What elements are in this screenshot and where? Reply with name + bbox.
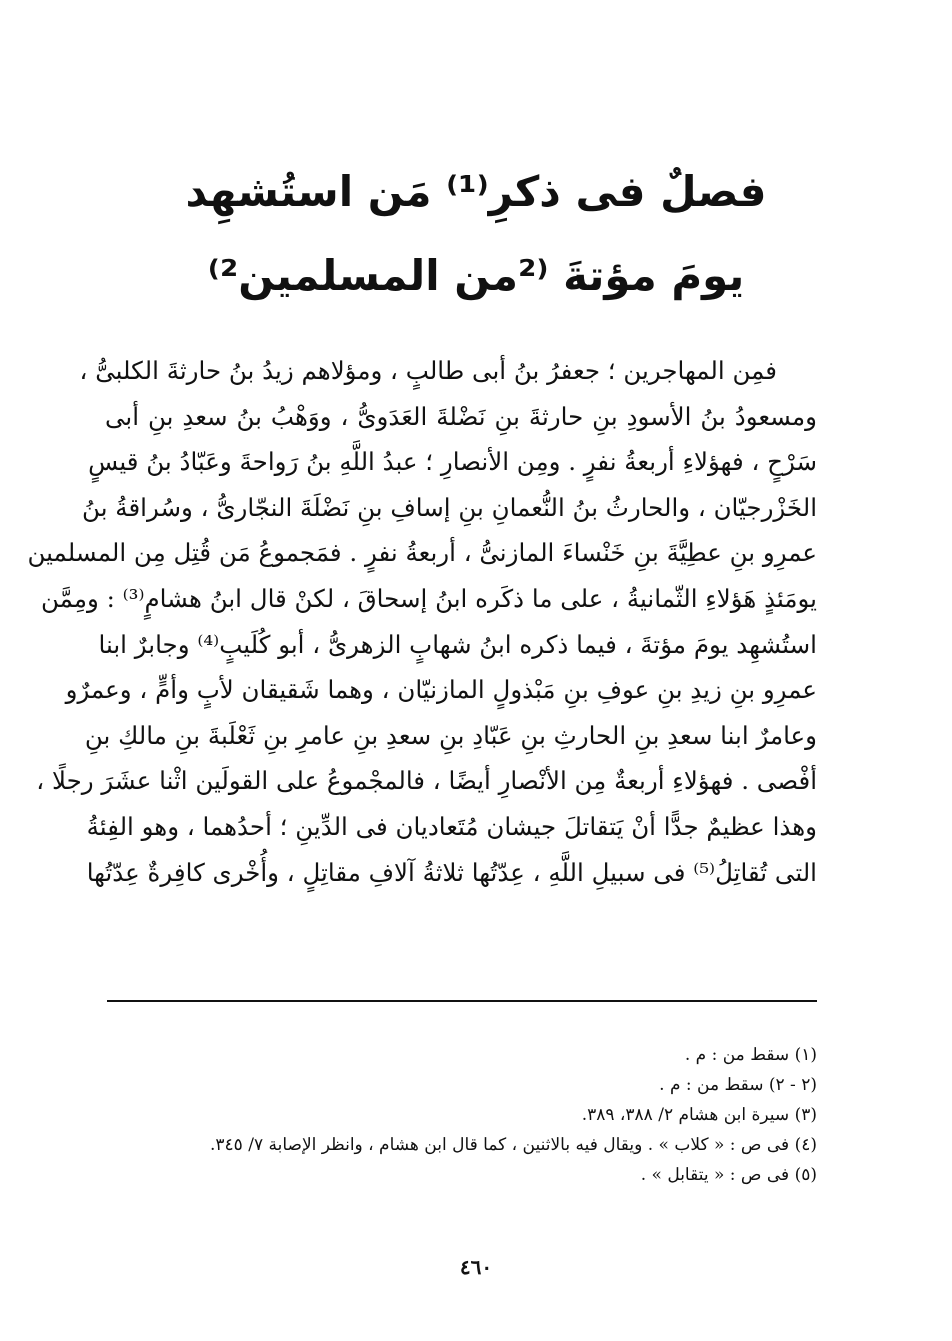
body-line: استُشهِد يومَ مؤتةَ ، فيما ذكره ابنُ شهابٍ الزهرىُّ ، أبو كُلَيبٍ⁽⁴⁾ وجابرٌ ابنا [98, 629, 817, 659]
body-line: فمِن المهاجرين ؛ جعفرُ بنُ أبى طالبٍ ، ومؤلاهم زيدُ بنُ حارثةَ الكلبىُّ ، [79, 356, 777, 385]
body-line: وهذا عظيمٌ جدًّا أنْ يَتقاتلَ جيشان مُتَعاديان فى الدِّينِ ؛ أحدُهما ، وهو الفِئةُ [86, 811, 817, 841]
footnote: (٥) فى ص : « يتقابل » . [640, 1165, 817, 1185]
body-line: الخَزْرجيّان ، والحارثُ بنُ النُّعمانِ بنِ إسافِ بنِ نَضْلَةَ النجّارىُّ ، وسُراقةُ بنُ [82, 492, 817, 522]
page-number: ٤٦٠ [459, 1255, 493, 1279]
body-line: ومسعودُ بنُ الأسودِ بنِ حارثةَ بنِ نَضْلةَ العَدَوىُّ ، ووَهْبُ بنُ سعدِ بنِ أبى [105, 401, 817, 431]
heading-line-1: فصلٌ فى ذكرِ⁽¹⁾ مَن استُشهِد [185, 167, 767, 216]
body-line: أفْصى . فهؤلاءِ أربعةٌ مِن الأنْصارِ أيضًا ، فالمجْموعُ على القولَين اثْنا عشَرَ رجلًا ، [36, 766, 817, 796]
footnotes [105, 1040, 817, 1190]
chapter-heading [0, 150, 952, 318]
footnote: (٤) فى ص : « كلاب » . ويقال فيه بالاثنين ، كما قال ابن هشام ، وانظر الإصابة ٧/ ٣٤٥. [209, 1135, 817, 1155]
body-line: يومَئذٍ هَؤلاءِ الثّمانيةُ ، على ما ذكَره ابنُ إسحاقَ ، لكنْ قال ابنُ هشامٍ⁽³⁾ : ومِمَّن [41, 583, 817, 613]
footnote: (٣) سيرة ابن هشام ٢/ ٣٨٨، ٣٨٩. [581, 1105, 817, 1125]
heading-line-2: يومَ مؤتةَ ⁽²من المسلمين²⁾ [207, 251, 745, 300]
body-line: عمرِو بنِ زيدِ بنِ عوفِ بنِ مَبْذولٍ المازنيّان ، وهما شَقيقان لأبٍ وأمٍّ ، وعمرٌو [65, 675, 817, 705]
body-paragraph [27, 348, 817, 895]
footnote: (١) سقط من : م . [684, 1045, 817, 1065]
body-line: عمرِو بنِ عطِيَّةَ بنِ خَنْساءَ المازنىُّ ، أربعةُ نفرٍ . فمَجموعُ مَن قُتِل مِن المسلمين [27, 538, 817, 568]
body-line: التى تُقاتِلُ⁽⁵⁾ فى سبيلِ اللَّهِ ، عِدّتُها ثلاثةُ آلافِ مقاتِلٍ ، وأُخْرى كافِرةٌ عِدّتُها [86, 857, 817, 887]
footnote: (٢ - ٢) سقط من : م . [659, 1075, 817, 1095]
body-line: سَرْحٍ ، فهؤلاءِ أربعةُ نفرٍ . ومِن الأنصارِ ؛ عبدُ اللَّهِ بنُ رَواحةَ وعَبّادُ بنُ قيسٍ [88, 447, 817, 477]
body-line: وعامرٌ ابنا سعدِ بنِ الحارثِ بنِ عَبّادِ بنِ سعدِ بنِ عامرِ بنِ ثَعْلَبةَ بنِ مالكِ بنِ [84, 720, 817, 750]
footnote-separator [107, 1000, 817, 1002]
